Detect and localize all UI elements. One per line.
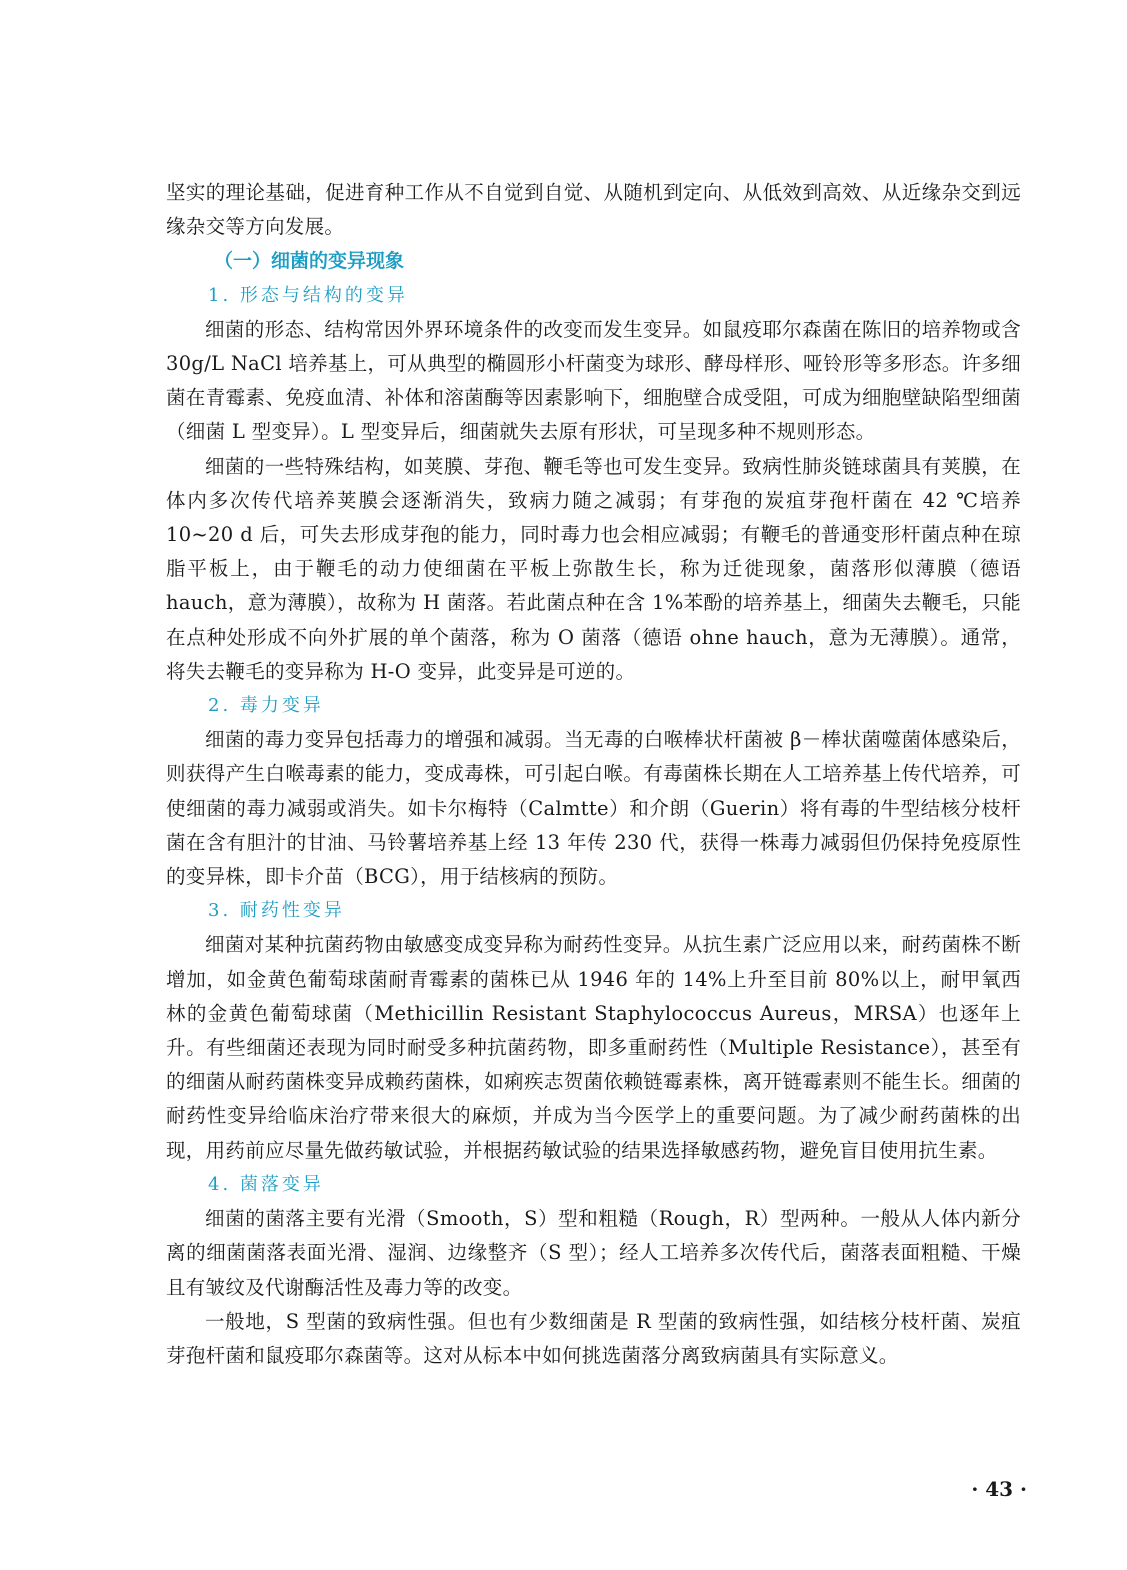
paragraph-morphology-2: 细菌的一些特殊结构，如荚膜、芽孢、鞭毛等也可发生变异。致病性肺炎链球菌具有荚膜，在体内多次传代培养荚膜会逐渐消失，致病力随之减弱；有芽孢的炭疽芽孢杆菌在 42 ℃培养 10~20 d 后，可失去形成芽孢的能力，同时毒力也会相应减弱；有鞭毛的普通变形杆菌点种在琼脂平板上，由于鞭毛的动力使细菌在平板上弥散生长，称为迁徙现象，菌落形似薄膜（德语 hauch，意为薄膜），故称为 H 菌落。若此菌点种在含 1%苯酚的培养基上，细菌失去鞭毛，只能在点种处形成不向外扩展的单个菌落，称为 O 菌落（德语 ohne hauch，意为无薄膜）。通常，将失去鞭毛的变异称为 H-O 变异，此变异是可逆的。 — [166, 454, 1021, 683]
paragraph-drug-resistance: 细菌对某种抗菌药物由敏感变成变异称为耐药性变异。从抗生素广泛应用以来，耐药菌株不断增加，如金黄色葡萄球菌耐青霉素的菌株已从 1946 年的 14%上升至目前 80%以上，耐甲氧西林的金黄色葡萄球菌（Methicillin Resistant Staphylococcus Aureus，MRSA）也逐年上升。有些细菌还表现为同时耐受多种抗菌药物，即多重耐药性（Multiple Resistance），甚至有的细菌从耐药菌株变异成赖药菌株，如痢疾志贺菌依赖链霉素株，离开链霉素则不能生长。细菌的耐药性变异给临床治疗带来很大的麻烦，并成为当今医学上的重要问题。为了减少耐药菌株的出现，用药前应尽量先做药敏试验，并根据药敏试验的结果选择敏感药物，避免盲目使用抗生素。 — [166, 933, 1021, 1162]
sub-heading-colony: 4. 菌落变异 — [208, 1173, 324, 1195]
paragraph-virulence: 细菌的毒力变异包括毒力的增强和减弱。当无毒的白喉棒状杆菌被 β－棒状菌噬菌体感染后，则获得产生白喉毒素的能力，变成毒株，可引起白喉。有毒菌株长期在人工培养基上传代培养，可使细菌的毒力减弱或消失。如卡尔梅特（Calmtte）和介朗（Guerin）将有毒的牛型结核分枝杆菌在含有胆汁的甘油、马铃薯培养基上经 13 年传 230 代，获得一株毒力减弱但仍保持免疫原性的变异株，即卡介苗（BCG），用于结核病的预防。 — [166, 728, 1021, 889]
section-heading-variation: （一）细菌的变异现象 — [214, 250, 405, 273]
paragraph-colony-2: 一般地，S 型菌的致病性强。但也有少数细菌是 R 型菌的致病性强，如结核分枝杆菌、炭疽芽孢杆菌和鼠疫耶尔森菌等。这对从标本中如何挑选菌落分离致病菌具有实际意义。 — [166, 1309, 1021, 1367]
paragraph-colony-1: 细菌的菌落主要有光滑（Smooth，S）型和粗糙（Rough，R）型两种。一般从人体内新分离的细菌菌落表面光滑、湿润、边缘整齐（S 型）；经人工培养多次传代后，菌落表面粗糙、干燥且有皱纹及代谢酶活性及毒力等的改变。 — [166, 1207, 1021, 1299]
paragraph-intro-continuation: 坚实的理论基础，促进育种工作从不自觉到自觉、从随机到定向、从低效到高效、从近缘杂交到远缘杂交等方向发展。 — [166, 181, 1021, 239]
sub-heading-drug-resistance: 3. 耐药性变异 — [208, 900, 345, 922]
paragraph-morphology-1: 细菌的形态、结构常因外界环境条件的改变而发生变异。如鼠疫耶尔森菌在陈旧的培养物或含 30g/L NaCl 培养基上，可从典型的椭圆形小杆菌变为球形、酵母样形、哑铃形等多形态。许多细菌在青霉素、免疫血清、补体和溶菌酶等因素影响下，细胞壁合成受阻，可成为细胞壁缺陷型细菌（细菌 L 型变异）。L 型变异后，细菌就失去原有形状，可呈现多种不规则形态。 — [166, 317, 1021, 444]
sub-heading-morphology: 1. 形态与结构的变异 — [208, 284, 408, 306]
page-body — [166, 176, 1021, 1373]
page-number: · 43 · — [971, 1477, 1027, 1501]
sub-heading-virulence: 2. 毒力变异 — [208, 695, 324, 717]
